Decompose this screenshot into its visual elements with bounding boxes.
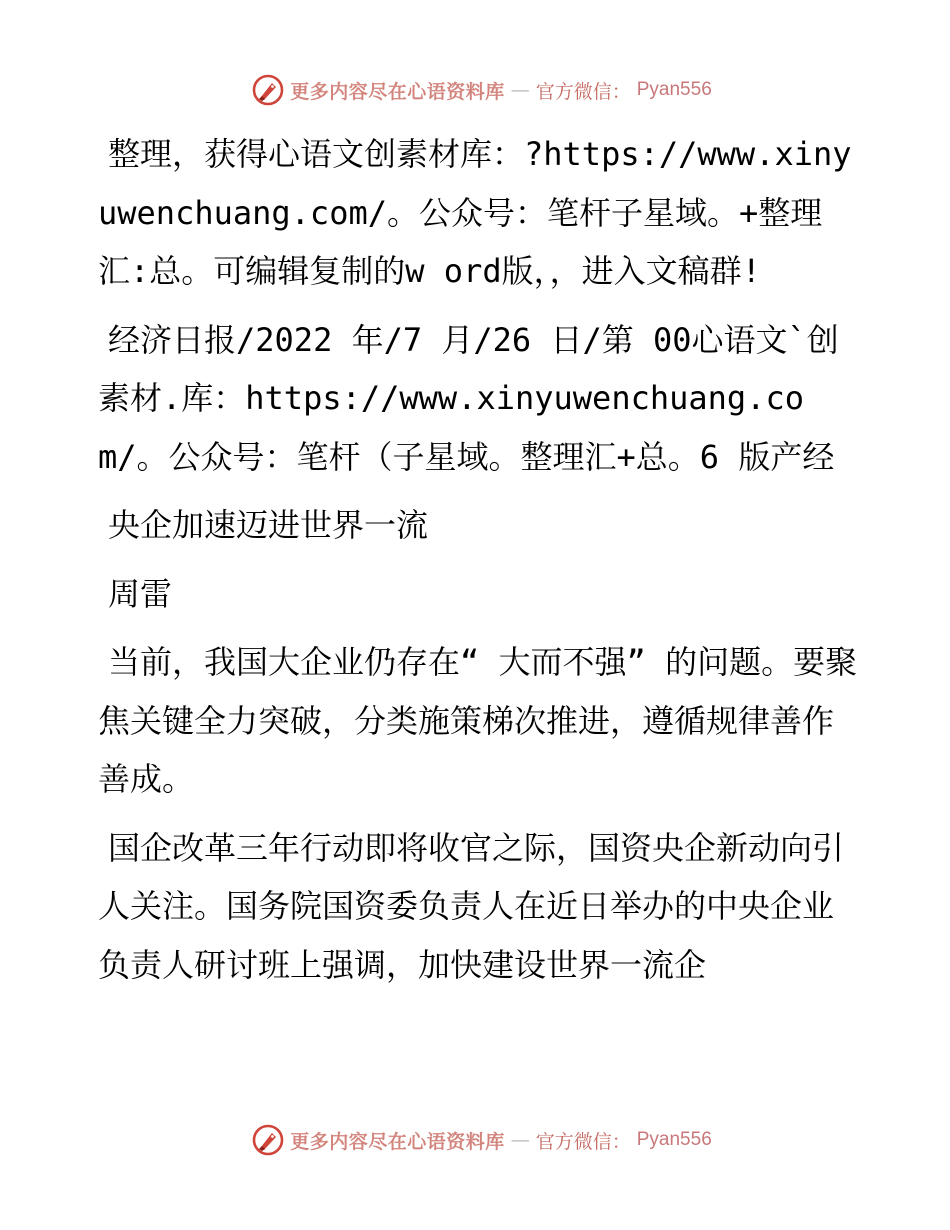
banner-content [252,1124,712,1156]
pen-nib-logo-icon [252,1124,284,1156]
article-author: 周雷 [108,574,173,613]
banner-wechat-id: Pyan556 [636,1129,712,1150]
banner-content [252,74,712,106]
document-body [98,125,858,1004]
banner-wechat-label: 官方微信： [535,1130,631,1153]
footer-watermark-banner [0,1120,950,1160]
banner-wechat-label: 官方微信： [535,80,631,103]
banner-title: 更多内容尽在心语资料库 [290,80,505,103]
paragraph-publication-info: 经济日报/2022 年/7 月/26 日/第 00心语文`创素材.库：https://www.xinyuwenchuang.com/。公众号：笔杆（子星域。整理汇+总。6 版产经 [98,320,839,476]
paragraph-body: 国企改革三年行动即将收官之际，国资央企新动向引人关注。国务院国资委负责人在近日举办的中央企业负责人研讨班上强调，加快建设世界一流企 [98,828,845,984]
pen-nib-logo-icon [252,74,284,106]
banner-separator: — [510,79,530,101]
paragraph-source-note: 整理，获得心语文创素材库：?https://www.xinyuwenchuang.com/。公众号：笔杆子星域。+整理汇:总。可编辑复制的w ord版，，进入文稿群! [98,135,852,290]
banner-title: 更多内容尽在心语资料库 [290,1130,505,1153]
article-title: 央企加速迈进世界一流 [108,506,429,544]
header-watermark-banner [0,70,950,110]
paragraph-summary: 当前，我国大企业仍存在“ 大而不强” 的问题。要聚焦关键全力突破，分类施策梯次推进，遵循规律善作善成。 [98,643,858,798]
banner-wechat-id: Pyan556 [636,79,712,100]
banner-separator: — [510,1129,530,1151]
